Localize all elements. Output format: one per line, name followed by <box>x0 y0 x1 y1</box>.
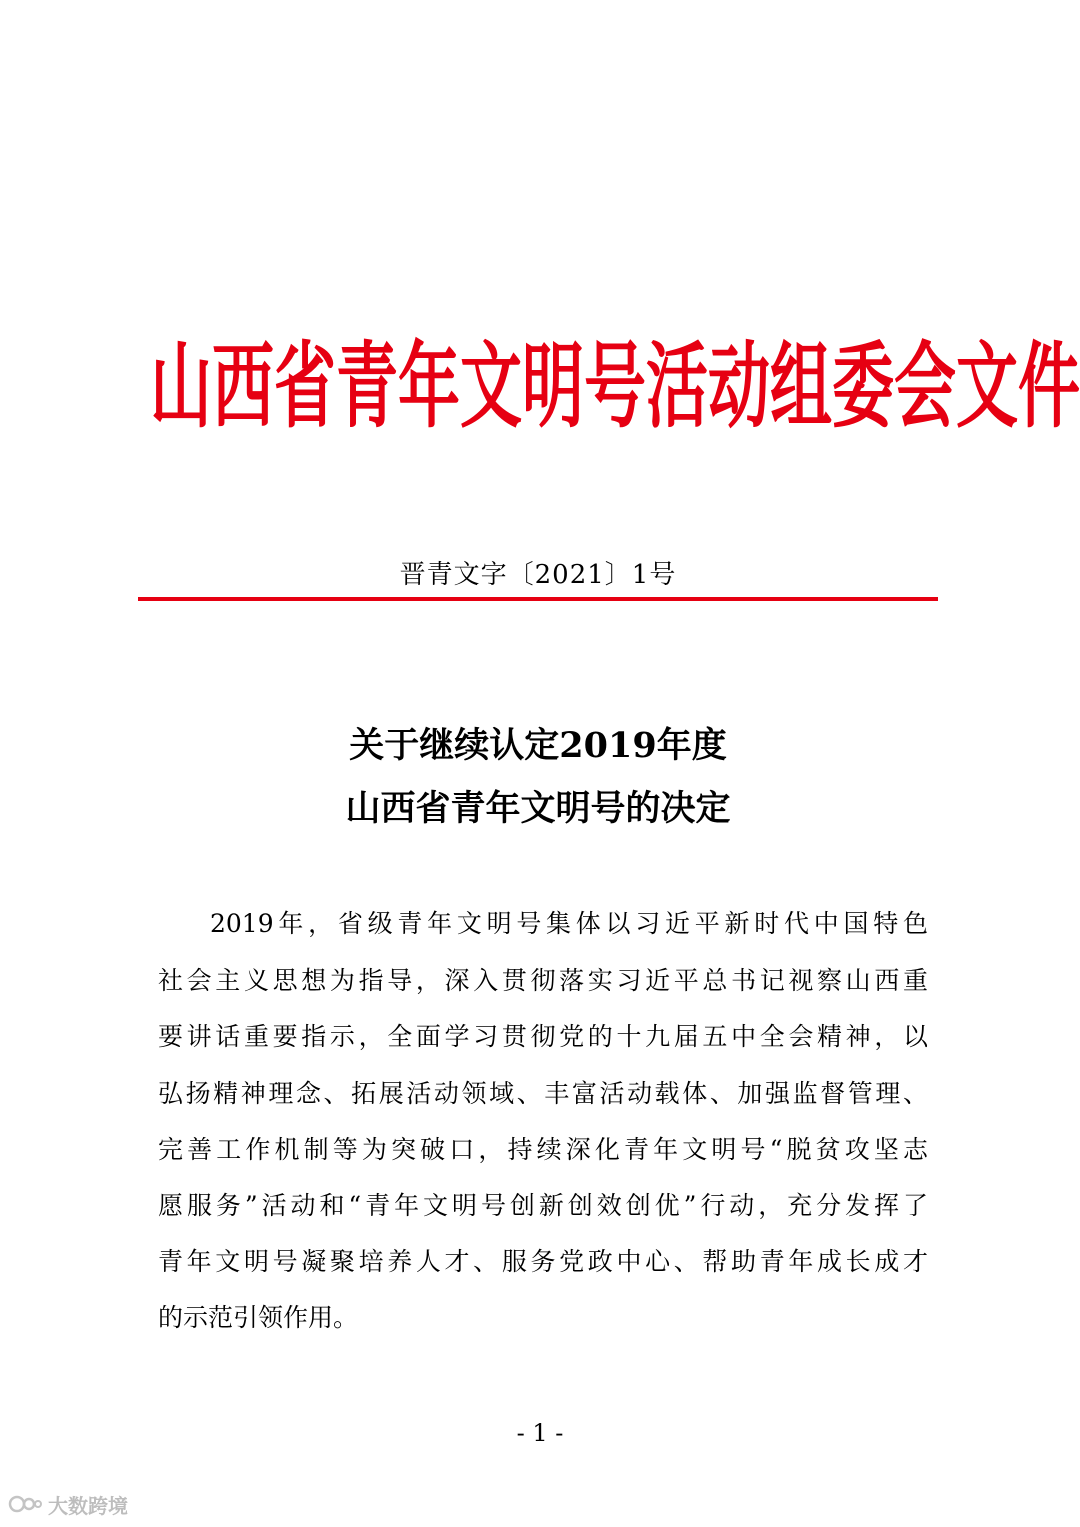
page-number: - 1 - <box>516 1419 564 1447</box>
document-title-line-1: 关于继续认定2019年度 <box>349 725 727 766</box>
body-line-2: 社会主义思想为指导，深入贯彻落实习近平总书记视察山西重 <box>158 966 928 995</box>
document-number: 晋青文字〔2021〕1号 <box>399 560 677 590</box>
document-title-line-2: 山西省青年文明号的决定 <box>345 788 731 829</box>
body-line-5: 完善工作机制等为突破口，持续深化青年文明号“脱贫攻坚志 <box>158 1135 928 1164</box>
body-line-7: 青年文明号凝聚培养人才、服务党政中心、帮助青年成长成才 <box>158 1247 928 1276</box>
body-line-8: 的示范引领作用。 <box>158 1303 359 1332</box>
body-line-4: 弘扬精神理念、拓展活动领域、丰富活动载体、加强监督管理、 <box>158 1079 928 1108</box>
watermark-logo-icon <box>8 1492 42 1516</box>
watermark <box>8 1488 128 1520</box>
masthead-title: 山西省青年文明号活动组委会文件 <box>150 331 1080 441</box>
body-line-1: 2019年，省级青年文明号集体以习近平新时代中国特色 <box>210 909 928 938</box>
body-line-3: 要讲话重要指示，全面学习贯彻党的十九届五中全会精神，以 <box>158 1022 928 1051</box>
body-line-6: 愿服务”活动和“青年文明号创新创效创优”行动，充分发挥了 <box>158 1191 928 1220</box>
red-divider <box>138 597 938 601</box>
watermark-text: 大数跨境 <box>48 1493 128 1518</box>
